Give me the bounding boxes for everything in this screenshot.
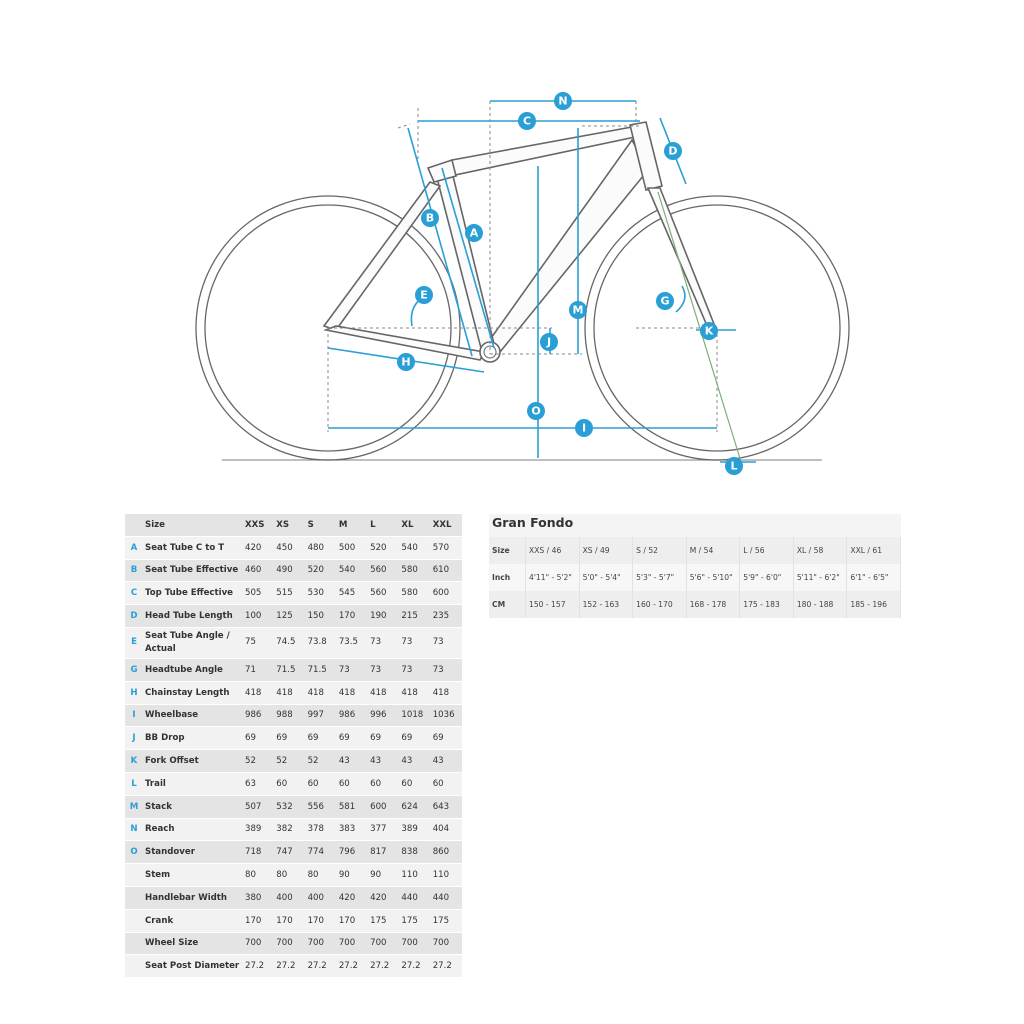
svg-text:A: A [469, 226, 479, 240]
dimension-value: 170 [274, 909, 305, 932]
dimension-value: 624 [399, 795, 430, 818]
label-j [540, 333, 558, 351]
bike-frame [324, 122, 714, 362]
dimension-value: 73.5 [337, 627, 368, 658]
dimension-value: 520 [306, 559, 337, 582]
dimension-value: 80 [274, 864, 305, 887]
dimension-value: 60 [399, 772, 430, 795]
label-m [569, 301, 587, 319]
dimension-value: 60 [368, 772, 399, 795]
dimension-name: Seat Post Diameter [143, 955, 243, 978]
dimension-value: 400 [274, 886, 305, 909]
dimension-value: 73 [431, 627, 462, 658]
dimension-value: 610 [431, 559, 462, 582]
dimension-value: 52 [274, 750, 305, 773]
geometry-row [125, 704, 462, 727]
geometry-row [125, 681, 462, 704]
dimension-key [125, 909, 143, 932]
geometry-row [125, 582, 462, 605]
dimension-key: B [125, 559, 143, 582]
dimension-value: 700 [306, 932, 337, 955]
geometry-row [125, 727, 462, 750]
size-col-header: M [337, 514, 368, 536]
dimension-value: 1036 [431, 704, 462, 727]
dimension-value: 420 [368, 886, 399, 909]
dimension-value: 450 [274, 536, 305, 559]
dimension-value: 986 [337, 704, 368, 727]
dimension-value: 43 [337, 750, 368, 773]
dimension-key: D [125, 605, 143, 628]
dimension-value: 69 [431, 727, 462, 750]
geometry-row [125, 841, 462, 864]
svg-text:D: D [668, 144, 678, 158]
gran-fondo-cell: 4'11" - 5'2" [526, 564, 580, 591]
dimension-value: 400 [306, 886, 337, 909]
gran-fondo-cell: 185 - 196 [847, 591, 901, 618]
dimension-value: 73 [431, 658, 462, 681]
dimension-key: C [125, 582, 143, 605]
dimension-value: 73.8 [306, 627, 337, 658]
dimension-value: 440 [431, 886, 462, 909]
dimension-value: 69 [337, 727, 368, 750]
dimension-value: 69 [368, 727, 399, 750]
dimension-name: Head Tube Length [143, 605, 243, 628]
dimension-value: 74.5 [274, 627, 305, 658]
dimension-key: N [125, 818, 143, 841]
dimension-value: 73 [399, 658, 430, 681]
geometry-row [125, 605, 462, 628]
dimension-value: 418 [337, 681, 368, 704]
geometry-row [125, 772, 462, 795]
dimension-value: 235 [431, 605, 462, 628]
dimension-value: 700 [243, 932, 274, 955]
dimension-value: 170 [306, 909, 337, 932]
dimension-key: J [125, 727, 143, 750]
dimension-value: 71.5 [274, 658, 305, 681]
dimension-value: 175 [431, 909, 462, 932]
dimension-value: 718 [243, 841, 274, 864]
dimension-value: 996 [368, 704, 399, 727]
dimension-value: 175 [399, 909, 430, 932]
dimension-value: 700 [431, 932, 462, 955]
dimension-value: 817 [368, 841, 399, 864]
dimension-value: 382 [274, 818, 305, 841]
gran-fondo-row [489, 564, 901, 591]
dimension-value: 500 [337, 536, 368, 559]
dimension-value: 997 [306, 704, 337, 727]
dimension-name: Stem [143, 864, 243, 887]
gran-fondo-table-body [489, 537, 901, 618]
svg-text:N: N [558, 94, 568, 108]
gran-fondo-row-label: Size [489, 537, 526, 564]
svg-text:K: K [704, 324, 714, 338]
dimension-name: Standover [143, 841, 243, 864]
dimension-value: 175 [368, 909, 399, 932]
dimension-value: 643 [431, 795, 462, 818]
dimension-value: 389 [243, 818, 274, 841]
gran-fondo-cell: 168 - 178 [686, 591, 740, 618]
dimension-value: 377 [368, 818, 399, 841]
svg-text:E: E [420, 288, 428, 302]
gran-fondo-cell: 5'3" - 5'7" [633, 564, 687, 591]
dimension-value: 418 [243, 681, 274, 704]
dimension-value: 545 [337, 582, 368, 605]
dimension-key: K [125, 750, 143, 773]
dimension-value: 27.2 [431, 955, 462, 978]
dimension-value: 71 [243, 658, 274, 681]
size-col-header: XL [399, 514, 430, 536]
svg-text:H: H [401, 355, 411, 369]
gran-fondo-cell: 6'1" - 6'5" [847, 564, 901, 591]
dimension-key [125, 886, 143, 909]
dimension-value: 418 [274, 681, 305, 704]
dimension-value: 80 [306, 864, 337, 887]
dimension-value: 27.2 [337, 955, 368, 978]
geometry-table-body [125, 514, 462, 978]
dimension-value: 420 [337, 886, 368, 909]
gran-fondo-cell: XXS / 46 [526, 537, 580, 564]
gran-fondo-row [489, 591, 901, 618]
dimension-value: 986 [243, 704, 274, 727]
dimension-value: 27.2 [274, 955, 305, 978]
dimension-value: 560 [368, 559, 399, 582]
label-b [421, 209, 439, 227]
dimension-value: 43 [399, 750, 430, 773]
geometry-row [125, 818, 462, 841]
dimension-value: 69 [399, 727, 430, 750]
dimension-value: 600 [368, 795, 399, 818]
dimension-value: 150 [306, 605, 337, 628]
dimension-value: 600 [431, 582, 462, 605]
dimension-key [125, 955, 143, 978]
gran-fondo-cell: 150 - 157 [526, 591, 580, 618]
dimension-value: 570 [431, 536, 462, 559]
dimension-key: I [125, 704, 143, 727]
geometry-row [125, 795, 462, 818]
gran-fondo-size-table [489, 537, 901, 618]
dimension-value: 774 [306, 841, 337, 864]
dimension-value: 90 [337, 864, 368, 887]
dimension-key: A [125, 536, 143, 559]
dimension-value: 532 [274, 795, 305, 818]
dimension-value: 43 [431, 750, 462, 773]
dimension-value: 700 [274, 932, 305, 955]
dimension-value: 378 [306, 818, 337, 841]
dimension-value: 60 [337, 772, 368, 795]
dimension-value: 52 [243, 750, 274, 773]
label-e [415, 286, 433, 304]
dimension-value: 700 [368, 932, 399, 955]
dimension-value: 505 [243, 582, 274, 605]
geometry-row [125, 955, 462, 978]
dimension-key: O [125, 841, 143, 864]
dimension-value: 190 [368, 605, 399, 628]
dimension-name: BB Drop [143, 727, 243, 750]
key-header [125, 514, 143, 536]
gran-fondo-cell: 5'9" - 6'0" [740, 564, 794, 591]
dimension-key: L [125, 772, 143, 795]
dimension-value: 69 [243, 727, 274, 750]
dimension-name: Seat Tube Effective [143, 559, 243, 582]
dimension-value: 73 [368, 658, 399, 681]
dimension-key: H [125, 681, 143, 704]
dimension-value: 420 [243, 536, 274, 559]
dimension-value: 73 [399, 627, 430, 658]
dimension-name: Reach [143, 818, 243, 841]
svg-text:O: O [531, 404, 541, 418]
dimension-value: 520 [368, 536, 399, 559]
dimension-value: 581 [337, 795, 368, 818]
dimension-value: 988 [274, 704, 305, 727]
dimension-value: 556 [306, 795, 337, 818]
dimension-value: 170 [337, 909, 368, 932]
dimension-name: Wheelbase [143, 704, 243, 727]
gran-fondo-row [489, 537, 901, 564]
dimension-key [125, 864, 143, 887]
dimension-value: 27.2 [243, 955, 274, 978]
geometry-row [125, 536, 462, 559]
gran-fondo-cell: XS / 49 [579, 537, 633, 564]
geometry-row [125, 559, 462, 582]
gran-fondo-cell: M / 54 [686, 537, 740, 564]
dimension-value: 580 [399, 582, 430, 605]
gran-fondo-cell: 5'6" - 5'10" [686, 564, 740, 591]
dimension-value: 540 [337, 559, 368, 582]
dimension-value: 80 [243, 864, 274, 887]
dimension-name: Crank [143, 909, 243, 932]
gran-fondo-cell: S / 52 [633, 537, 687, 564]
dimension-value: 480 [306, 536, 337, 559]
gran-fondo-cell: 152 - 163 [579, 591, 633, 618]
dimension-name: Stack [143, 795, 243, 818]
size-header: Size [143, 514, 243, 536]
gran-fondo-title: Gran Fondo [492, 515, 574, 530]
dimension-key [125, 932, 143, 955]
gran-fondo-cell: 180 - 188 [793, 591, 847, 618]
label-d [664, 142, 682, 160]
label-l [725, 457, 743, 475]
dimension-value: 380 [243, 886, 274, 909]
dimension-value: 90 [368, 864, 399, 887]
dimension-value: 170 [337, 605, 368, 628]
steering-axis-line [658, 192, 742, 465]
label-g [656, 292, 674, 310]
svg-text:B: B [425, 211, 435, 225]
dimension-name: Seat Tube Angle / Actual [143, 627, 243, 658]
dimension-value: 530 [306, 582, 337, 605]
dimension-value: 560 [368, 582, 399, 605]
dimension-value: 507 [243, 795, 274, 818]
dimension-value: 418 [306, 681, 337, 704]
svg-text:L: L [730, 459, 738, 473]
dimension-key: E [125, 627, 143, 658]
dimension-value: 52 [306, 750, 337, 773]
dimension-value: 700 [399, 932, 430, 955]
label-k [700, 322, 718, 340]
label-a [465, 224, 483, 242]
geometry-row [125, 886, 462, 909]
dimension-value: 383 [337, 818, 368, 841]
gran-fondo-cell: 175 - 183 [740, 591, 794, 618]
label-h [397, 353, 415, 371]
dimension-value: 540 [399, 536, 430, 559]
size-col-header: L [368, 514, 399, 536]
gran-fondo-row-label: CM [489, 591, 526, 618]
dimension-name: Wheel Size [143, 932, 243, 955]
dimension-name: Seat Tube C to T [143, 536, 243, 559]
svg-text:J: J [546, 335, 552, 349]
dimension-value: 404 [431, 818, 462, 841]
dimension-value: 418 [399, 681, 430, 704]
dimension-value: 515 [274, 582, 305, 605]
gran-fondo-cell: XL / 58 [793, 537, 847, 564]
dimension-value: 60 [431, 772, 462, 795]
geometry-header-row [125, 514, 462, 536]
dimension-value: 69 [274, 727, 305, 750]
geometry-row [125, 658, 462, 681]
geometry-row [125, 627, 462, 658]
dimension-value: 71.5 [306, 658, 337, 681]
dimension-value: 27.2 [306, 955, 337, 978]
dimension-value: 838 [399, 841, 430, 864]
size-col-header: S [306, 514, 337, 536]
dimension-value: 418 [431, 681, 462, 704]
dimension-value: 43 [368, 750, 399, 773]
geometry-row [125, 909, 462, 932]
gran-fondo-cell: XXL / 61 [847, 537, 901, 564]
dimension-value: 215 [399, 605, 430, 628]
dimension-name: Handlebar Width [143, 886, 243, 909]
dimension-value: 440 [399, 886, 430, 909]
dimension-name: Chainstay Length [143, 681, 243, 704]
geometry-row [125, 932, 462, 955]
dimension-value: 1018 [399, 704, 430, 727]
dimension-value: 73 [368, 627, 399, 658]
dimension-name: Headtube Angle [143, 658, 243, 681]
dimension-value: 490 [274, 559, 305, 582]
dimension-value: 100 [243, 605, 274, 628]
dimension-value: 69 [306, 727, 337, 750]
label-c [518, 112, 536, 130]
dimension-name: Fork Offset [143, 750, 243, 773]
dimension-value: 27.2 [368, 955, 399, 978]
dimension-value: 75 [243, 627, 274, 658]
dimension-value: 63 [243, 772, 274, 795]
dimension-value: 60 [306, 772, 337, 795]
geometry-row [125, 864, 462, 887]
gran-fondo-row-label: Inch [489, 564, 526, 591]
svg-text:M: M [572, 303, 584, 317]
dimension-value: 747 [274, 841, 305, 864]
label-n [554, 92, 572, 110]
dimension-name: Top Tube Effective [143, 582, 243, 605]
dimension-value: 110 [431, 864, 462, 887]
dimension-value: 796 [337, 841, 368, 864]
dimension-value: 110 [399, 864, 430, 887]
svg-text:I: I [581, 421, 587, 435]
svg-text:C: C [522, 114, 532, 128]
dimension-value: 170 [243, 909, 274, 932]
dimension-value: 580 [399, 559, 430, 582]
dimension-key: M [125, 795, 143, 818]
gran-fondo-cell: 160 - 170 [633, 591, 687, 618]
svg-text:G: G [660, 294, 670, 308]
size-col-header: XXL [431, 514, 462, 536]
label-o [527, 402, 545, 420]
geometry-row [125, 750, 462, 773]
dimension-value: 418 [368, 681, 399, 704]
dimension-value: 60 [274, 772, 305, 795]
size-col-header: XS [274, 514, 305, 536]
dimension-value: 27.2 [399, 955, 430, 978]
dimension-value: 73 [337, 658, 368, 681]
bike-geometry-diagram [0, 0, 1024, 490]
dimension-name: Trail [143, 772, 243, 795]
dimension-key: G [125, 658, 143, 681]
gran-fondo-cell: 5'0" - 5'4" [579, 564, 633, 591]
dimension-value: 389 [399, 818, 430, 841]
label-i [575, 419, 593, 437]
gran-fondo-cell: 5'11" - 6'2" [793, 564, 847, 591]
gran-fondo-cell: L / 56 [740, 537, 794, 564]
dimension-value: 860 [431, 841, 462, 864]
dimension-value: 700 [337, 932, 368, 955]
dimension-value: 125 [274, 605, 305, 628]
size-col-header: XXS [243, 514, 274, 536]
geometry-table [125, 514, 462, 978]
dimension-value: 460 [243, 559, 274, 582]
